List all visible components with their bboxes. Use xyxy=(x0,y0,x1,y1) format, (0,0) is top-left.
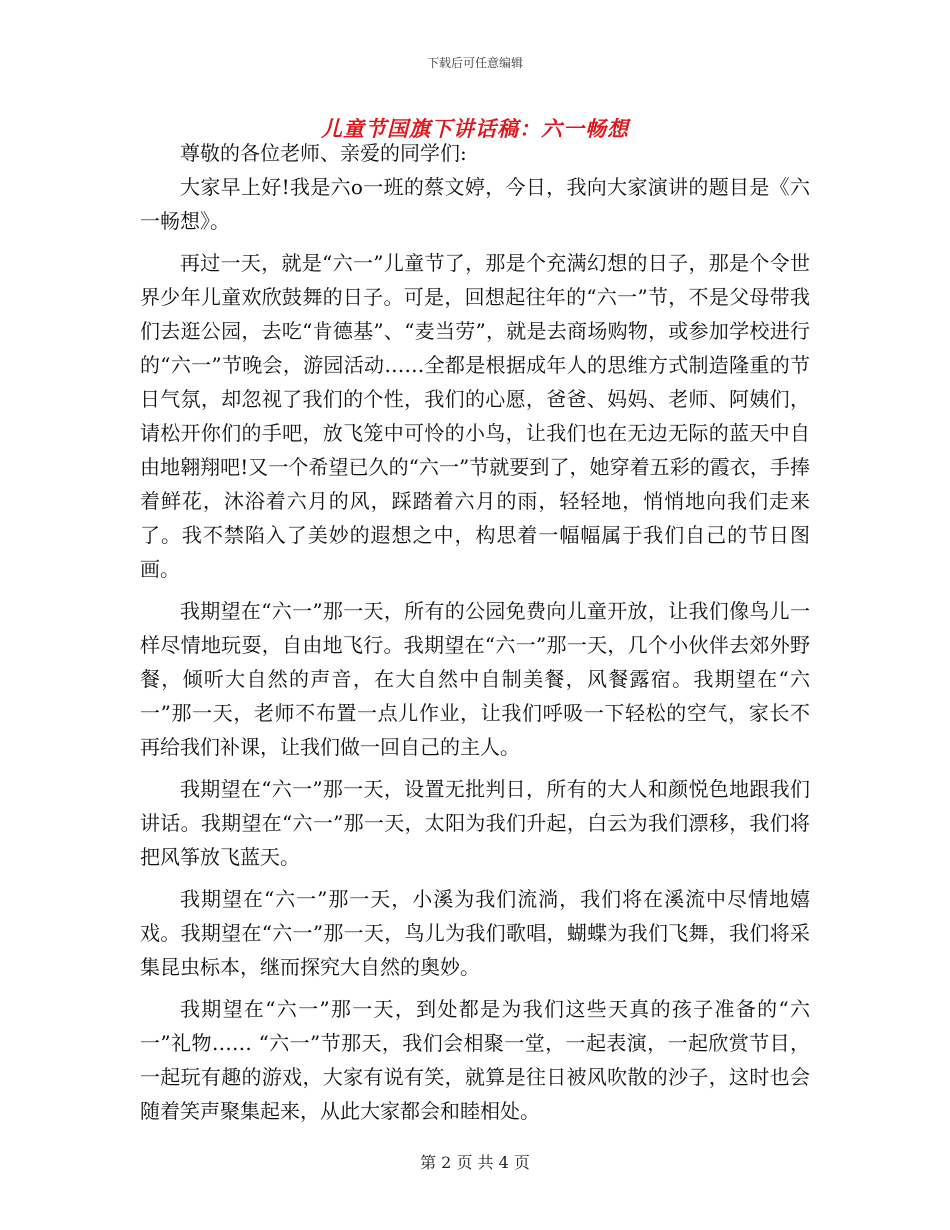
body-paragraph: 再过一天，就是“六一”儿童节了，那是个充满幻想的日子，那是个令世界少年儿童欢欣鼓舞的日子。可是，回想起往年的“六一”节，不是父母带我们去逛公园，去吃“肯德基”、“麦当劳”，就是去商场购物，或参加学校进行的“六一”节晚会，游园活动……全都是根据成年人的思维方式制造隆重的节日气氛，却忽视了我们的个性，我们的心愿，爸爸、妈妈、老师、阿姨们，请松开你们的手吧，放飞笼中可怜的小鸟，让我们也在无边无际的蓝天中自由地翱翔吧!又一个希望已久的“六一”节就要到了，她穿着五彩的霞衣，手捧着鲜花，沐浴着六月的风，踩踏着六月的雨，轻轻地，悄悄地向我们走来了。我不禁陷入了美妙的遐想之中，构思着一幅幅属于我们自己的节日图画。 xyxy=(140,251,810,581)
greeting-paragraph: 尊敬的各位老师、亲爱的同学们: xyxy=(180,141,467,165)
document-body xyxy=(140,136,810,1128)
body-paragraph: 我期望在“六一”那一天，设置无批判日，所有的大人和颜悦色地跟我们讲话。我期望在“六一”那一天，太阳为我们升起，白云为我们漂移，我们将把风筝放飞蓝天。 xyxy=(140,777,810,869)
header-note: 下载后可任意编辑 xyxy=(426,56,523,70)
body-paragraph: 大家早上好!我是六o一班的蔡文婷，今日，我向大家演讲的题目是《六一畅想》。 xyxy=(140,175,810,233)
document-title: 儿童节国旗下讲话稿：六一畅想 xyxy=(321,117,629,141)
body-paragraph: 我期望在“六一”那一天，小溪为我们流淌，我们将在溪流中尽情地嬉戏。我期望在“六一”那一天，鸟儿为我们歌唱，蝴蝶为我们飞舞，我们将采集昆虫标本，继而探究大自然的奥妙。 xyxy=(140,887,810,979)
body-paragraph: 我期望在“六一”那一天，所有的公园免费向儿童开放，让我们像鸟儿一样尽情地玩耍，自由地飞行。我期望在“六一”那一天，几个小伙伴去郊外野餐，倾听大自然的声音，在大自然中自制美餐，风餐露宿。我期望在“六一”那一天，老师不布置一点儿作业，让我们呼吸一下轻松的空气，家长不再给我们补课，让我们做一回自己的主人。 xyxy=(140,599,810,759)
body-paragraph: 我期望在“六一”那一天，到处都是为我们这些天真的孩子准备的“六一”礼物…… “六一”节那天，我们会相聚一堂，一起表演，一起欣赏节目，一起玩有趣的游戏，大家有说有笑，就算是往日被风吹散的沙子，这时也会随着笑声聚集起来，从此大家都会和睦相处。 xyxy=(140,997,810,1123)
page-footer: 第 2 页 共 4 页 xyxy=(420,1153,530,1172)
